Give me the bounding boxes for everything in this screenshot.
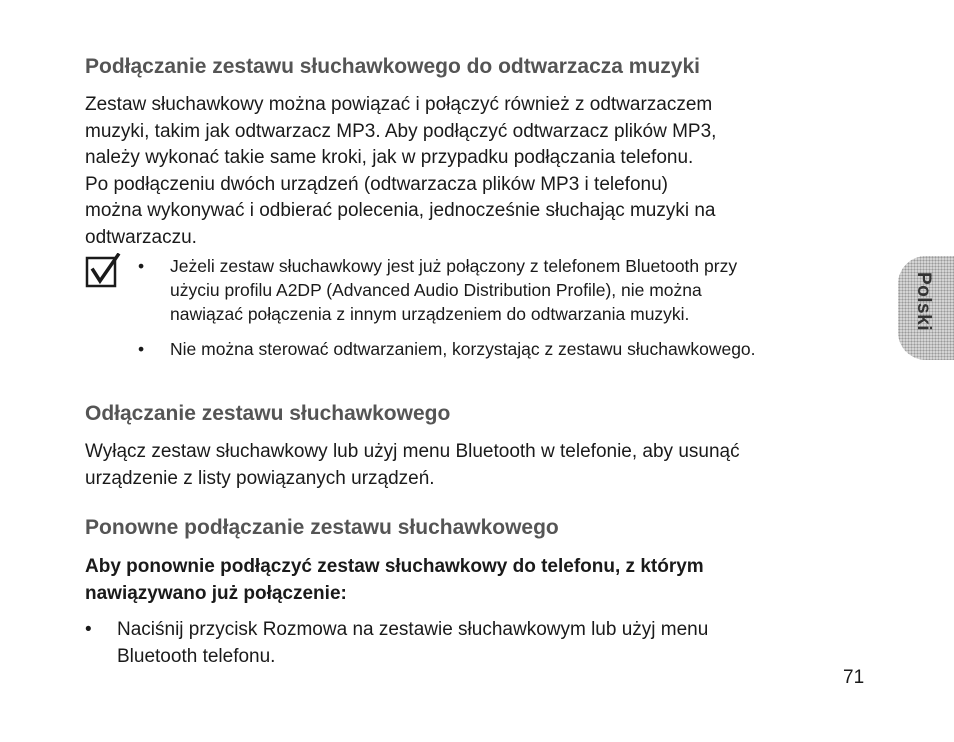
bullet: • bbox=[138, 339, 145, 359]
heading-disconnect: Odłączanie zestawu słuchawkowego bbox=[85, 402, 451, 425]
step-line: Naciśnij przycisk Rozmowa na zestawie słuchawkowym lub użyj menu bbox=[117, 619, 709, 640]
paragraph-line: Po podłączeniu dwóch urządzeń (odtwarzacza plików MP3 i telefonu) bbox=[85, 173, 668, 195]
bullet: • bbox=[138, 256, 145, 276]
paragraph-disconnect bbox=[85, 439, 740, 492]
lead-line: Aby ponownie podłączyć zestaw słuchawkowy do telefonu, z którym bbox=[85, 556, 704, 577]
page-number: 71 bbox=[843, 667, 865, 688]
paragraph-line: odtwarzaczu. bbox=[85, 226, 197, 248]
reconnect-step-text bbox=[117, 617, 708, 670]
note-item-text bbox=[170, 254, 737, 326]
checkbox-note-icon bbox=[85, 253, 121, 289]
paragraph-line: można wykonywać i odbierać polecenia, jednocześnie słuchając muzyki na bbox=[85, 200, 716, 221]
paragraph-line: Wyłącz zestaw słuchawkowy lub użyj menu Bluetooth w telefonie, aby usunąć bbox=[85, 441, 740, 462]
note-line: użyciu profilu A2DP (Advanced Audio Distribution Profile), nie można bbox=[170, 280, 702, 300]
paragraph-line: Zestaw słuchawkowy można powiązać i połączyć również z odtwarzaczem bbox=[85, 94, 713, 115]
heading-reconnect: Ponowne podłączanie zestawu słuchawkowego bbox=[85, 516, 559, 539]
step-line: Bluetooth telefonu. bbox=[117, 645, 276, 667]
bullet: • bbox=[85, 619, 92, 640]
lead-line: nawiązywano już połączenie: bbox=[85, 582, 347, 604]
note-line: nawiązać połączenia z innym urządzeniem do odtwarzania muzyki. bbox=[170, 304, 690, 324]
paragraph-line: muzyki, takim jak odtwarzacz MP3. Aby podłączyć odtwarzacz plików MP3, bbox=[85, 120, 717, 142]
paragraph-line: urządzenie z listy powiązanych urządzeń. bbox=[85, 467, 435, 489]
language-side-tab-label: Polski bbox=[913, 272, 934, 331]
paragraph-line: należy wykonać takie same kroki, jak w przypadku podłączania telefonu. bbox=[85, 147, 694, 168]
heading-music-connection: Podłączanie zestawu słuchawkowego do odtwarzacza muzyki bbox=[85, 55, 700, 78]
note-line: Nie można sterować odtwarzaniem, korzystając z zestawu słuchawkowego. bbox=[170, 339, 756, 359]
note-item-text bbox=[170, 337, 756, 361]
paragraph-music-connection bbox=[85, 92, 716, 251]
reconnect-instruction-lead bbox=[85, 554, 704, 607]
note-line: Jeżeli zestaw słuchawkowy jest już połączony z telefonem Bluetooth przy bbox=[170, 256, 738, 276]
